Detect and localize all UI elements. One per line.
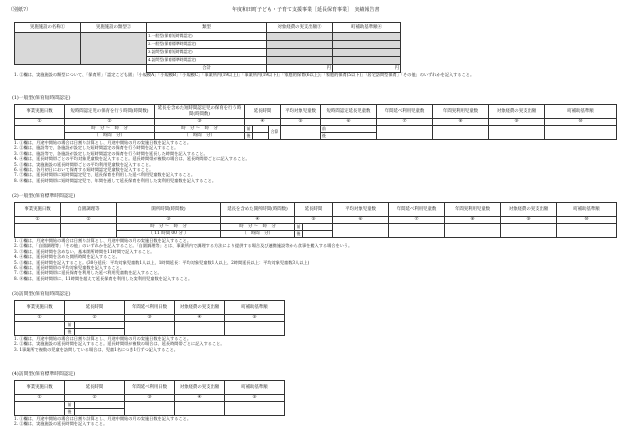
s1-ext-hours[interactable]: （ 時間 分） — [155, 133, 245, 140]
num-3: ③ — [155, 119, 245, 126]
actual-cell[interactable] — [445, 224, 501, 238]
section-3-notes — [14, 336, 225, 352]
note: 5. ⑤欄は、延長時間を記入すること。(30分延長：平均対象児童数1人以上、1時間延長：平均対象児童数1人以上、2時間延長以上：平均対象児童数3人以上) — [14, 259, 310, 265]
s2-h-days: 事業実施日数 — [15, 203, 61, 217]
facility-table — [14, 22, 615, 73]
s3-h-annual: 年間延べ利用日数 — [125, 301, 175, 315]
num-8: ⑧ — [445, 217, 501, 224]
subsidy-cell[interactable] — [333, 41, 401, 49]
note: 3. ③欄は、施設等で、各施設が設定した短時間認定の保育を行う時間を延長した時間を記入すること。 — [14, 150, 208, 156]
s2-hours[interactable]: （ 11 時間 00 分 ） — [117, 231, 221, 238]
section-2-notes — [14, 238, 352, 281]
s2-h-annual: 年間延べ利用児童数 — [389, 203, 445, 217]
ext-cell[interactable] — [253, 126, 269, 133]
note: 5. ⑤欄は、実施施設の延長時間帯ごとの平均利用児童数を記入すること。 — [14, 161, 154, 167]
before-label: 前 — [65, 402, 75, 409]
ext-cell[interactable] — [75, 409, 125, 416]
annual-cell[interactable] — [377, 126, 433, 140]
expense-cell[interactable] — [267, 57, 333, 65]
num-5: ⑤ — [225, 395, 285, 402]
note: 1. ①欄は、月途中開始の場合は日割り計算とし、月途中開始の月の実施日数を記入すること。 — [14, 416, 192, 421]
note: 2. ②欄は、実施施設の延長時間を記入すること。延長時間帯が複数の場合は、延長時間帯ごとに記入すること。 — [14, 341, 225, 347]
section-3-title: (3)訪問型(保育短時間認定) — [12, 292, 71, 297]
days-field[interactable] — [15, 402, 65, 416]
section-1-title: (1)一般型(保育短時間認定) — [12, 96, 71, 101]
ext-cell[interactable] — [75, 402, 125, 409]
s1-h-subsidy: 町補助基準額 — [545, 105, 617, 119]
top-note: 1. ②欄は、実施施設の類型について、「保育所」「認定こども園」「小規模A」「小規模B」「小規模C」「事業所内(19以上)」「事業所内(19以下)」「家庭的保育(6以上)」「家庭的保育(5以下)」「居宅訪問型保育」「その他」のいずれかを記入すること。 — [14, 72, 475, 77]
header-subsidy: 町補助基準額④ — [333, 23, 401, 33]
annual-cell[interactable] — [125, 402, 175, 416]
s3-h-subsidy: 町補助基準額 — [225, 301, 285, 315]
annual-cell[interactable] — [389, 224, 445, 238]
expense-cell[interactable] — [267, 41, 333, 49]
s2-h-expense: 対象経費の実支出額 — [501, 203, 557, 217]
s1-ext-time-range[interactable]: 時 分 〜 時 分 — [155, 126, 245, 133]
note: 6. ⑥欄は、延長時間帯の平均対象児童数を記入すること。 — [14, 265, 125, 271]
note: 2. ②欄は、施設等で、各施設が設定した短時間認定の保育を行う時間を記入すること。 — [14, 145, 179, 151]
s2-h-open: 開所時間(時間数) — [117, 203, 221, 217]
num-8: ⑧ — [433, 119, 489, 126]
before-label: 前 — [321, 126, 377, 133]
document-title: 年度和田町子ども・子育て支援事業［延長保育事業］ 実績報告書 — [232, 7, 380, 13]
s1-hours[interactable]: （ 時間 分） — [65, 133, 155, 140]
before-label: 前 — [295, 224, 303, 231]
note: 8. ⑧欄は、延長時間帯に、11時間を超えて延長保育を利用した実利用児童数を記入すること。 — [14, 275, 193, 281]
after-label: 後 — [245, 133, 253, 140]
subsidy-cell[interactable] — [333, 49, 401, 57]
s1-h-avg: 平均対象児童数 — [281, 105, 321, 119]
subsidy-cell[interactable] — [225, 402, 285, 416]
note: 7. ⑦欄は、延長時間帯に延長保育を利用した延べ利用児童数を記入すること。 — [14, 270, 162, 276]
note: 7. ⑦欄は、延長時間帯に短時間認定児で、延長保育を利用した延べ利用児童数を記入すること。 — [14, 172, 196, 178]
merge-label: 合算 — [269, 126, 281, 140]
section-4-notes — [14, 416, 191, 427]
ext-cell[interactable] — [303, 224, 333, 231]
s2-h-avg: 平均対象児童数 — [333, 203, 389, 217]
section-4-title: (4)訪問型(保育標準時間認定) — [12, 372, 76, 377]
num-9: ⑨ — [489, 119, 545, 126]
num-10: ⑩ — [557, 217, 617, 224]
kitchen-field[interactable] — [61, 224, 117, 238]
s1-time-range[interactable]: 時 分 〜 時 分 — [65, 126, 155, 133]
num-1: ① — [15, 119, 65, 126]
s2-ext-hours[interactable]: （ 時間 分） — [221, 231, 295, 238]
s1-h-ext: 延長時間 — [245, 105, 281, 119]
num-9: ⑨ — [501, 217, 557, 224]
section-1-notes — [14, 140, 250, 183]
s1-h-short: 短時間認定児の保育を行う時間(時間数) — [65, 105, 155, 119]
expense-cell[interactable] — [175, 322, 225, 336]
s2-ext-time-range[interactable]: 時 分 〜 時 分 — [221, 224, 295, 231]
total-subsidy-yen: 円 — [333, 65, 401, 73]
num-7: ⑦ — [377, 119, 433, 126]
header-facility-type: 実施施設の類型② — [81, 23, 147, 33]
note: 8. ⑧欄は、延長時間帯に短時間認定児で、年間を通して延長保育を利用した実利用児童数を記入すること。 — [14, 177, 217, 183]
total-expense-yen: 円 — [267, 65, 333, 73]
expense-cell[interactable] — [501, 224, 557, 238]
note: 4. ④欄は、延長時間帯ごとの平均対象児童数を記入すること。延長時間帯が複数の場合は、延長時間帯ごとに記入すること。 — [14, 156, 250, 162]
section-4-table — [14, 380, 285, 416]
note: 2. ②欄は、「自園調理等」「その他」のいずれかを記入すること。「自園調理等」とは、事業所内で調理する方法により提供する場合及び連携施設等から食事を搬入する場合をいう。 — [14, 243, 353, 249]
type-3: 3.訪問型(保育短時間認定) — [147, 49, 267, 57]
total-label: 合計 — [147, 65, 267, 73]
num-4: ④ — [245, 119, 281, 126]
s2-time-range[interactable]: 時 分 〜 時 分 — [117, 224, 221, 231]
expense-cell[interactable] — [175, 402, 225, 416]
num-6: ⑥ — [321, 119, 377, 126]
ext-cell[interactable] — [253, 133, 269, 140]
s1-h-days: 事業実施日数 — [15, 105, 65, 119]
section-3-table — [14, 300, 285, 336]
s1-h-annual: 年間延べ利用児童数 — [377, 105, 433, 119]
type-4: 4.訪問型(保育標準時間認定) — [147, 57, 267, 65]
subsidy-cell[interactable] — [333, 33, 401, 41]
section-1-table — [14, 104, 617, 140]
days-field[interactable] — [15, 126, 65, 140]
s1-h-ext-short: 延長を含めた短時間認定児の保育を行う時間(時間数) — [155, 105, 245, 119]
num-5: ⑤ — [281, 119, 321, 126]
expense-cell[interactable] — [267, 49, 333, 57]
s4-h-ext: 延長時間 — [65, 381, 125, 395]
form-id: （別紙7） — [8, 7, 32, 13]
days-field[interactable] — [15, 322, 65, 336]
num-4: ④ — [175, 395, 225, 402]
num-4: ④ — [175, 315, 225, 322]
s2-h-ext: 延長時間 — [295, 203, 333, 217]
num-2: ② — [61, 217, 117, 224]
note: 6. ⑥欄は、各月初日において保育する短時間認定児童数を記入すること。 — [14, 167, 154, 173]
before-label: 前 — [65, 322, 75, 329]
s4-h-subsidy: 町補助基準額 — [225, 381, 285, 395]
avg-cell[interactable] — [333, 224, 389, 238]
section-2-table — [14, 202, 617, 238]
ext-cell[interactable] — [75, 329, 125, 336]
subsidy-cell[interactable] — [225, 322, 285, 336]
note: 1. ①欄は、月途中開始の場合は日割り計算とし、月途中開始の月の実施日数を記入すること。 — [14, 140, 192, 145]
num-5: ⑤ — [295, 217, 333, 224]
note: 2. ②欄は、実施施設の延長時間を記入すること。 — [14, 421, 108, 427]
annual-cell[interactable] — [125, 322, 175, 336]
s2-h-actual: 年間実利用児童数 — [445, 203, 501, 217]
num-2: ② — [65, 119, 155, 126]
ext-cell[interactable] — [75, 322, 125, 329]
subsidy-cell[interactable] — [333, 57, 401, 65]
subsidy-cell[interactable] — [557, 224, 617, 238]
after-label: 後 — [295, 231, 303, 238]
s2-h-kitchen: 自園調理等 — [61, 203, 117, 217]
days-field[interactable] — [15, 224, 61, 238]
note: 1. ①欄は、月途中開始の場合は日割り計算とし、月途中開始の月の実施日数を記入すること。 — [14, 336, 192, 341]
num-1: ① — [15, 315, 65, 322]
after-label: 後 — [321, 133, 377, 140]
s2-h-subsidy: 町補助基準額 — [557, 203, 617, 217]
num-10: ⑩ — [545, 119, 617, 126]
header-facility-name: 実施施設の名称① — [15, 23, 81, 33]
after-label: 後 — [65, 409, 75, 416]
header-type: 類型 — [147, 23, 267, 33]
type-2: 2.一般型(保育標準時間認定) — [147, 41, 267, 49]
num-1: ① — [15, 395, 65, 402]
num-3: ③ — [117, 217, 221, 224]
s2-h-ext-open: 延長を含めた開所時間(時間数) — [221, 203, 295, 217]
s4-h-annual: 年間延べ利用日数 — [125, 381, 175, 395]
facility-type-field[interactable] — [81, 33, 147, 65]
num-3: ③ — [125, 315, 175, 322]
s1-h-expense: 対象経費の実支出額 — [489, 105, 545, 119]
s1-h-actual: 年間実利用児童数 — [433, 105, 489, 119]
s3-h-expense: 対象経費の実支出額 — [175, 301, 225, 315]
num-2: ② — [65, 395, 125, 402]
before-label: 前 — [245, 126, 253, 133]
num-7: ⑦ — [389, 217, 445, 224]
s3-h-days: 事業実施日数 — [15, 301, 65, 315]
facility-name-field[interactable] — [15, 33, 81, 65]
note: 1. ①欄は、月途中開始の場合は日割り計算とし、月途中開始の月の実施日数を記入すること。 — [14, 238, 192, 243]
num-1: ① — [15, 217, 61, 224]
num-4: ④ — [221, 217, 295, 224]
expense-cell[interactable] — [267, 33, 333, 41]
section-2-title: (2)一般型(保育標準時間認定) — [12, 194, 76, 199]
s3-h-ext: 延長時間 — [65, 301, 125, 315]
type-1: 1.一般型(保育短時間認定) — [147, 33, 267, 41]
header-expense: 対象経費の実支出額③ — [267, 23, 333, 33]
num-2: ② — [65, 315, 125, 322]
note: 4. ④欄は、延長時間を含めた開所時間を記入すること。 — [14, 254, 120, 260]
after-label: 後 — [65, 329, 75, 336]
note: 3. 1事業所で複数の児童を訪問している場合は、児童1名につき1行ずつ記入すること。 — [14, 346, 178, 352]
s4-h-days: 事業実施日数 — [15, 381, 65, 395]
s4-h-expense: 対象経費の実支出額 — [175, 381, 225, 395]
subsidy-cell[interactable] — [545, 126, 617, 140]
avg-cell[interactable] — [281, 126, 321, 140]
num-3: ③ — [125, 395, 175, 402]
num-5: ⑤ — [225, 315, 285, 322]
ext-cell[interactable] — [303, 231, 333, 238]
note: 3. ③欄は、延長時間を含めない、基本開所時間を11時間で記入すること。 — [14, 248, 155, 254]
num-6: ⑥ — [333, 217, 389, 224]
actual-cell[interactable] — [433, 126, 489, 140]
s1-h-short-ext: 短時間認定延長児童数 — [321, 105, 377, 119]
expense-cell[interactable] — [489, 126, 545, 140]
